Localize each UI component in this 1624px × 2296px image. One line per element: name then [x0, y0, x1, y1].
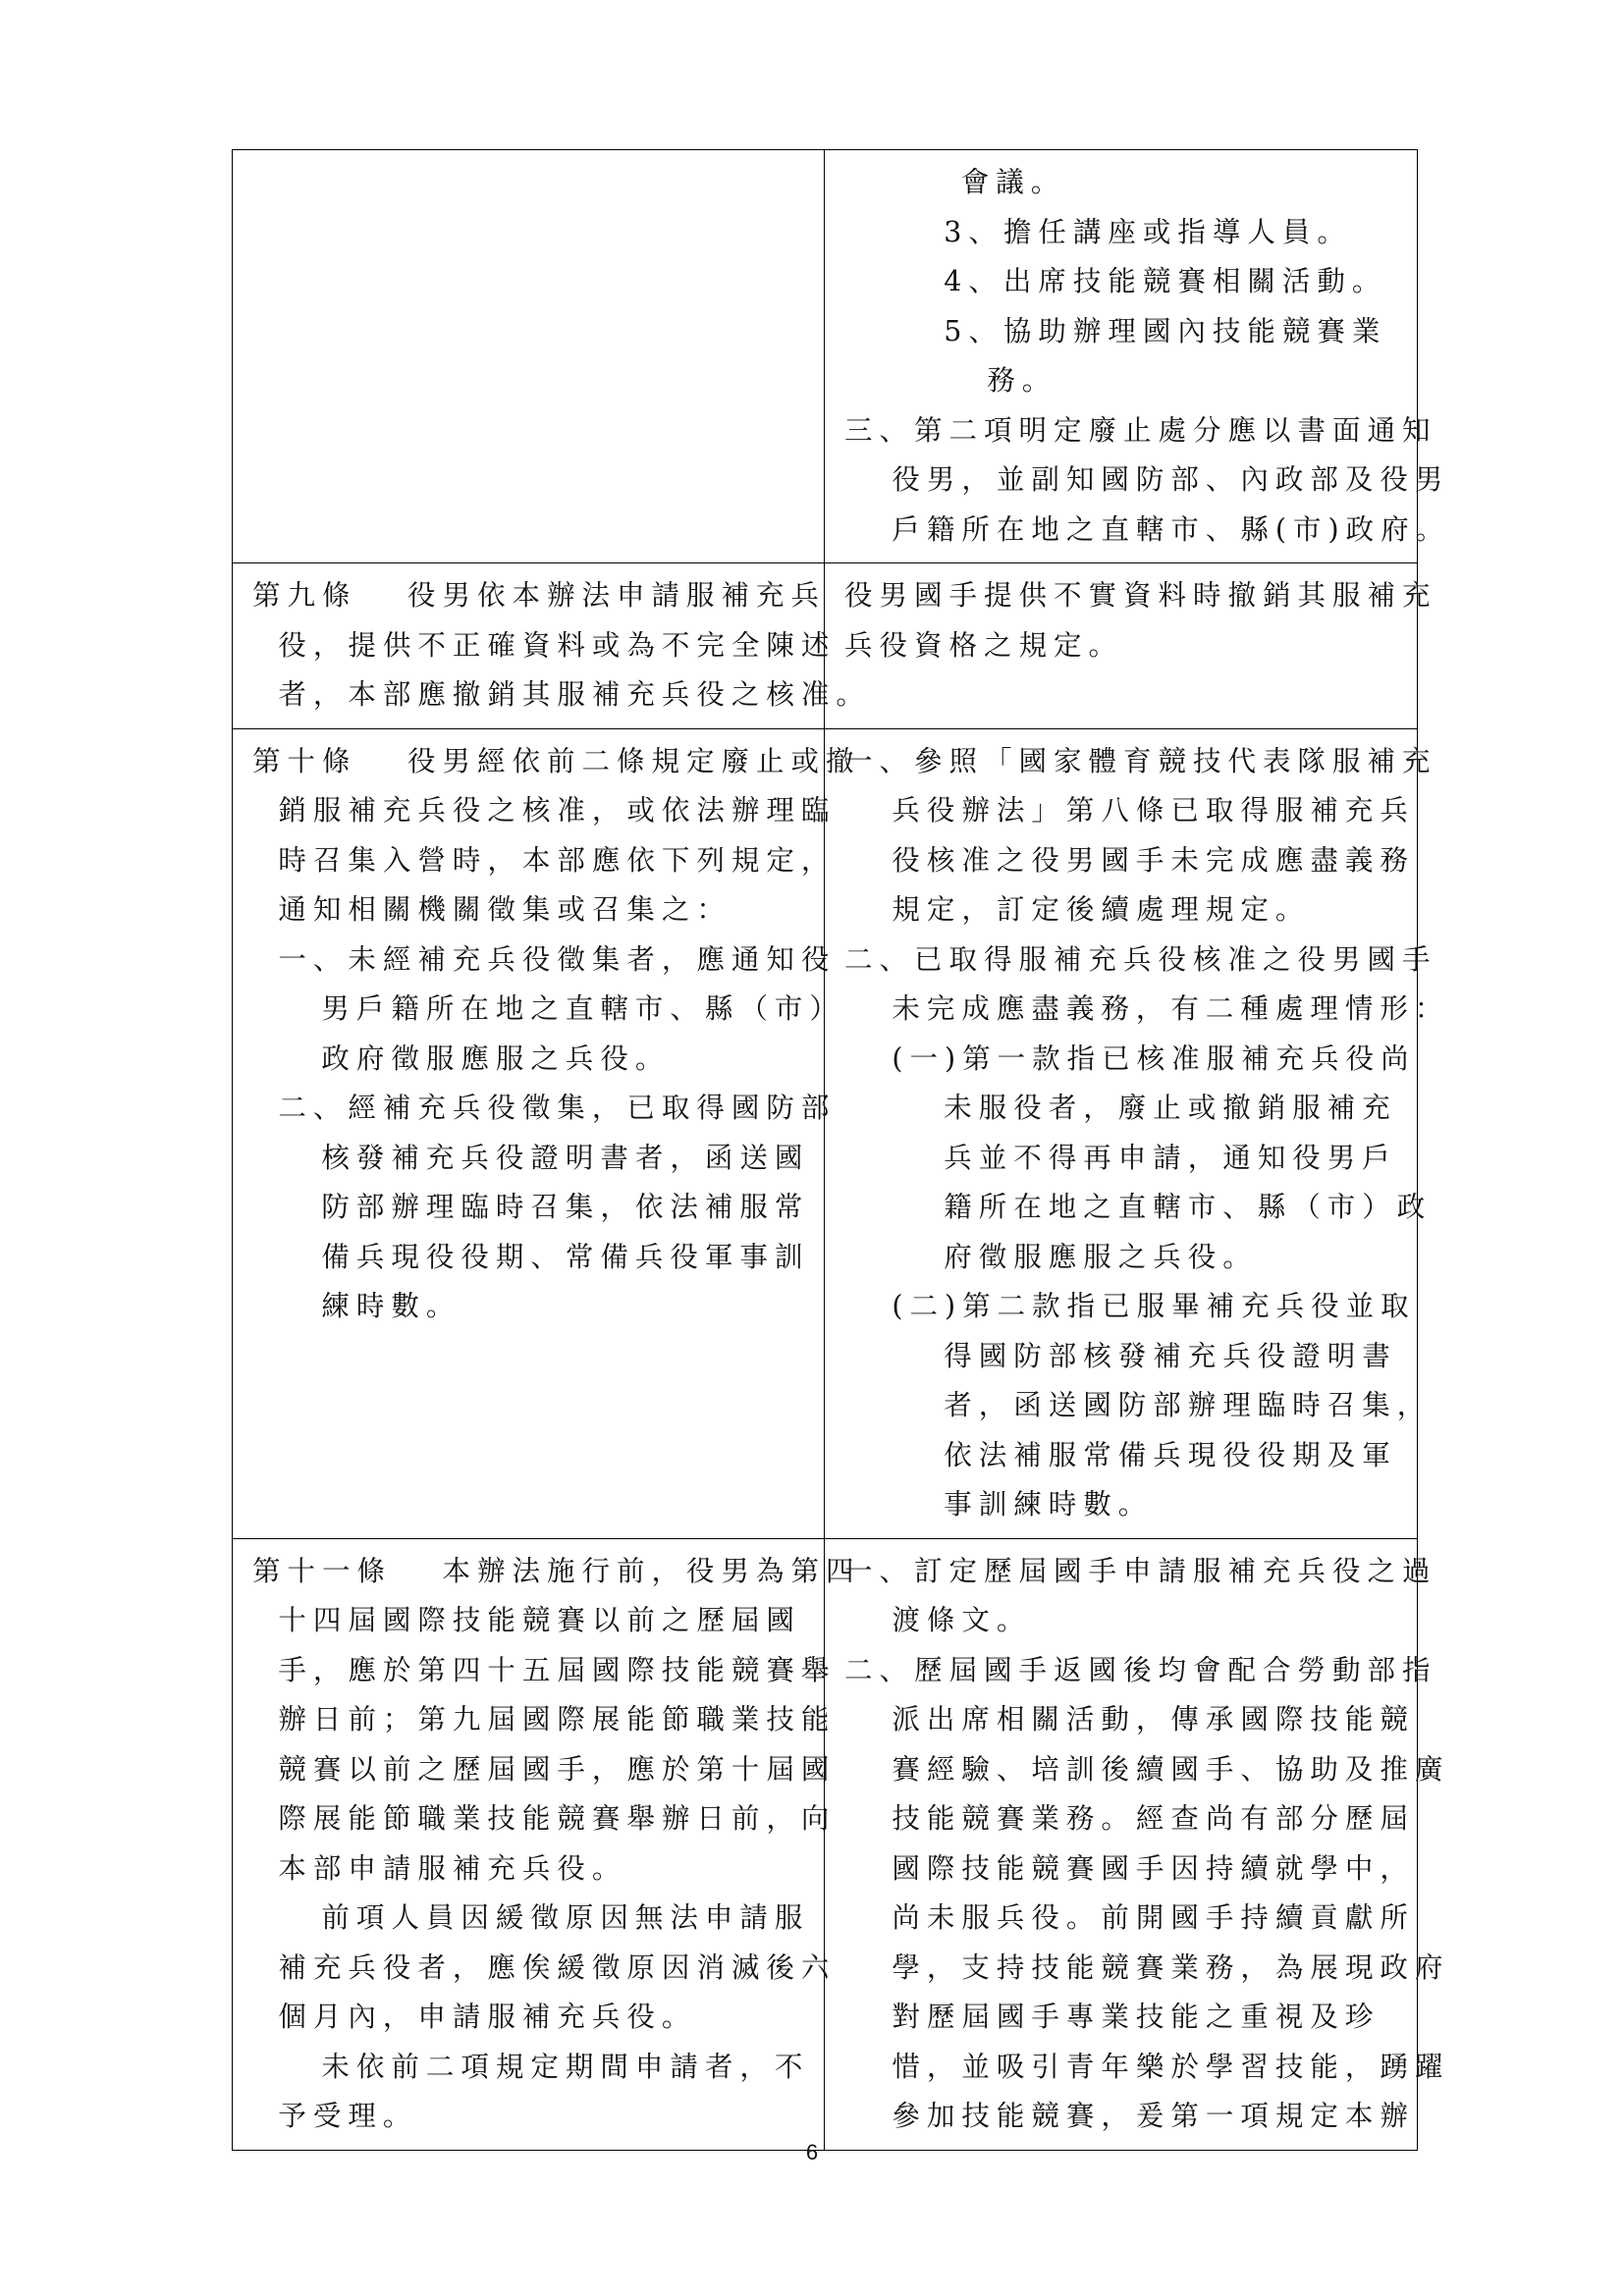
text-line: 際展能節職業技能競賽舉辦日前，向: [278, 1802, 837, 1835]
text-line: 依法補服常備兵現役役期及軍: [944, 1438, 1397, 1471]
text-line: 政府徵服應服之兵役。: [321, 1041, 671, 1075]
text-line: 三、第二項明定廢止處分應以書面通知: [844, 413, 1437, 447]
text-line: 本部申請服補充兵役。: [278, 1851, 627, 1885]
text-line: 學，支持技能競賽業務，為展現政府: [892, 1950, 1450, 1984]
text-line: 賽經驗、培訓後續國手、協助及推廣: [892, 1752, 1450, 1786]
text-line: 5、協助辦理國內技能競賽業: [944, 314, 1387, 347]
comparison-table: [232, 149, 1451, 2151]
article-text-cell: [233, 1539, 861, 2150]
text-line: 備兵現役役期、常備兵役軍事訓: [321, 1240, 810, 1273]
text-line: 者，本部應撤銷其服補充兵役之核准。: [278, 678, 871, 711]
text-line: 第十一條 本辦法施行前，役男為第四: [252, 1554, 861, 1587]
article-text-cell: [233, 563, 871, 728]
text-line: 役，提供不正確資料或為不完全陳述: [278, 628, 837, 662]
text-line: 兵役辦法」第八條已取得服補充兵: [892, 794, 1415, 827]
table-row: [233, 1538, 1450, 2150]
text-line: 事訓練時數。: [944, 1488, 1154, 1521]
text-line: 兵役資格之規定。: [844, 628, 1124, 662]
text-line: 防部辦理臨時召集，依法補服常: [321, 1191, 810, 1223]
text-line: 技能競賽業務。經查尚有部分歷屆: [892, 1802, 1415, 1835]
text-line: 一、訂定歷屆國手申請服補充兵役之過: [844, 1554, 1437, 1587]
text-line: 未服役者，廢止或撤銷服補充: [944, 1092, 1397, 1124]
text-line: 通知相關機關徵集或召集之：: [278, 893, 731, 926]
text-line: 未完成應盡義務，有二種處理情形：: [892, 992, 1450, 1025]
text-line: 二、歷屆國手返國後均會配合勞動部指: [844, 1653, 1437, 1686]
text-line: 役男國手提供不實資料時撤銷其服補充: [844, 579, 1437, 612]
text-line: 第九條 役男依本辦法申請服補充兵: [252, 579, 827, 612]
explanation-text-cell: [825, 1539, 1450, 2150]
text-line: 二、已取得服補充兵役核准之役男國手: [844, 942, 1437, 976]
text-line: 國際技能競賽國手因持續就學中，: [892, 1851, 1415, 1885]
text-line: 府徵服應服之兵役。: [944, 1240, 1258, 1273]
text-line: 役男，並副知國防部、內政部及役男: [892, 463, 1450, 496]
text-line: 3、擔任講座或指導人員。: [944, 215, 1352, 248]
table-row: [233, 562, 1437, 728]
text-line: 銷服補充兵役之核准，或依法辦理臨: [278, 794, 837, 827]
text-line: 手，應於第四十五屆國際技能競賽舉: [278, 1653, 837, 1686]
text-line: 前項人員因緩徵原因無法申請服: [321, 1901, 810, 1934]
text-line: (二)第二款指已服畢補充兵役並取: [892, 1290, 1416, 1322]
text-line: 競賽以前之歷屆國手，應於第十屆國: [278, 1752, 837, 1786]
text-line: 練時數。: [321, 1290, 461, 1322]
text-line: 會議。: [960, 166, 1066, 198]
text-line: 補充兵役者，應俟緩徵原因消滅後六: [278, 1950, 837, 1984]
text-line: 務。: [987, 364, 1057, 397]
text-line: 4、出席技能競賽相關活動。: [944, 265, 1387, 297]
text-line: 惜，並吸引青年樂於學習技能，踴躍: [892, 2050, 1450, 2083]
text-line: 二、經補充兵役徵集，已取得國防部: [278, 1092, 837, 1124]
text-line: 戶籍所在地之直轄市、縣(市)政府。: [892, 512, 1451, 546]
table-row: [233, 150, 1451, 562]
text-line: 予受理。: [278, 2100, 418, 2132]
text-line: 參加技能競賽，爰第一項規定本辦: [892, 2100, 1415, 2132]
text-line: 辦日前；第九屆國際展能節職業技能: [278, 1703, 837, 1735]
explanation-text-cell: [825, 150, 1451, 562]
text-line: 對歷屆國手專業技能之重視及珍: [892, 2001, 1380, 2033]
table-row: [233, 728, 1450, 1538]
text-line: 個月內，申請服補充兵役。: [278, 2001, 697, 2033]
article-text-cell: [233, 150, 825, 562]
text-line: 得國防部核發補充兵役證明書: [944, 1339, 1397, 1372]
text-line: (一)第一款指已核准服補充兵役尚: [892, 1041, 1416, 1075]
text-line: 尚未服兵役。前開國手持續貢獻所: [892, 1901, 1415, 1934]
text-line: 十四屆國際技能競賽以前之歷屆國: [278, 1604, 801, 1636]
article-text-cell: [233, 729, 861, 1538]
explanation-text-cell: [825, 563, 1437, 728]
text-line: 渡條文。: [892, 1604, 1032, 1636]
text-line: 一、參照「國家體育競技代表隊服補充: [844, 744, 1437, 777]
text-line: 兵並不得再申請，通知役男戶: [944, 1141, 1397, 1174]
page-number: 6: [805, 2140, 819, 2164]
text-line: 男戶籍所在地之直轄市、縣（市）: [321, 992, 844, 1025]
text-line: 派出席相關活動，傳承國際技能競: [892, 1703, 1415, 1735]
text-line: 未依前二項規定期間申請者，不: [321, 2050, 810, 2083]
text-line: 核發補充兵役證明書者，函送國: [321, 1141, 810, 1174]
text-line: 役核准之役男國手未完成應盡義務: [892, 843, 1415, 877]
text-line: 第十條 役男經依前二條規定廢止或撤: [252, 744, 861, 777]
explanation-text-cell: [825, 729, 1450, 1538]
text-line: 者，函送國防部辦理臨時召集，: [944, 1389, 1433, 1421]
text-line: 時召集入營時，本部應依下列規定，: [278, 843, 837, 877]
text-line: 規定，訂定後續處理規定。: [892, 893, 1311, 926]
text-line: 籍所在地之直轄市、縣（市）政: [944, 1191, 1433, 1223]
text-line: 一、未經補充兵役徵集者，應通知役: [278, 942, 837, 976]
